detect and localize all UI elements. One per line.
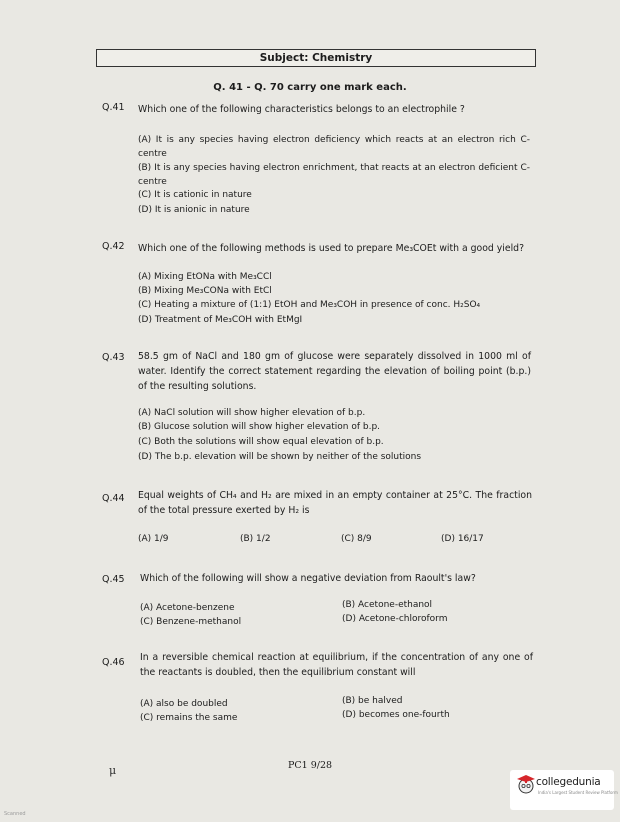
question-number: Q.42 (102, 241, 125, 252)
question-number: Q.41 (102, 102, 125, 113)
option: (B) Glucose solution will show higher elevation of b.p. (138, 422, 381, 432)
question-number: Q.43 (102, 352, 125, 363)
option: (C) Heating a mixture of (1:1) EtOH and Me₃COH in presence of conc. H₂SO₄ (138, 300, 481, 310)
page-number: PC1 9/28 (287, 760, 333, 771)
logo-tagline: India's Largest Student Review Platform (538, 790, 618, 795)
question-number: Q.44 (102, 493, 125, 504)
option: (B) Mixing Me₃CONa with EtCl (138, 286, 272, 296)
option: (C) Benzene-methanol (140, 617, 242, 627)
option: (D) Treatment of Me₃COH with EtMgI (138, 315, 303, 325)
option: (A) NaCl solution will show higher elevation of b.p. (138, 408, 366, 418)
option: (B) It is any species having electron enrichment, that reacts at an electron deficient C-centre (138, 163, 530, 187)
option: (A) It is any species having electron deficiency which reacts at an electron rich C-centre (138, 135, 530, 159)
subject-header: Subject: Chemistry (96, 49, 536, 67)
question-text: In a reversible chemical reaction at equilibrium, if the concentration of any one of the reactants is doubled, then the equilibrium constant will (140, 652, 533, 678)
question-text: 58.5 gm of NaCl and 180 gm of glucose were separately dissolved in 1000 ml of water. Identify the correct statement regarding the elevation of boiling point (b.p.) of the resulting solutions. (138, 351, 531, 392)
logo-text: collegedunia (536, 776, 601, 788)
section-instruction: Q. 41 - Q. 70 carry one mark each. (213, 82, 407, 93)
question-number: Q.46 (102, 657, 125, 668)
question-number: Q.45 (102, 574, 125, 585)
option: (C) 8/9 (341, 534, 372, 544)
collegedunia-logo (510, 770, 618, 810)
option: (D) becomes one-fourth (342, 710, 450, 720)
option: (A) Acetone-benzene (140, 603, 235, 613)
option: (A) Mixing EtONa with Me₃CCl (138, 272, 272, 282)
question-text: Which one of the following methods is used to prepare Me₃COEt with a good yield? (138, 243, 525, 254)
option: (D) The b.p. elevation will be shown by neither of the solutions (138, 452, 422, 462)
option: (D) It is anionic in nature (138, 205, 250, 215)
option: (D) Acetone-chloroform (342, 614, 448, 624)
option: (B) be halved (342, 696, 403, 706)
option: (B) Acetone-ethanol (342, 600, 433, 610)
handwritten-mark: μ (109, 764, 117, 777)
corner-stamp: Scanned (4, 811, 26, 817)
question-text: Which of the following will show a negative deviation from Raoult's law? (140, 573, 476, 584)
graduate-cap-icon (515, 773, 537, 795)
option: (C) Both the solutions will show equal elevation of b.p. (138, 437, 384, 447)
question-text: Which one of the following characteristics belongs to an electrophile ? (138, 104, 465, 115)
option: (A) 1/9 (138, 534, 169, 544)
option: (D) 16/17 (441, 534, 484, 544)
option: (C) remains the same (140, 713, 238, 723)
option: (B) 1/2 (240, 534, 271, 544)
question-text: Equal weights of CH₄ and H₂ are mixed in an empty container at 25°C. The fraction of the total pressure exerted by H₂ is (138, 490, 532, 516)
option: (A) also be doubled (140, 699, 228, 709)
option: (C) It is cationic in nature (138, 190, 252, 200)
